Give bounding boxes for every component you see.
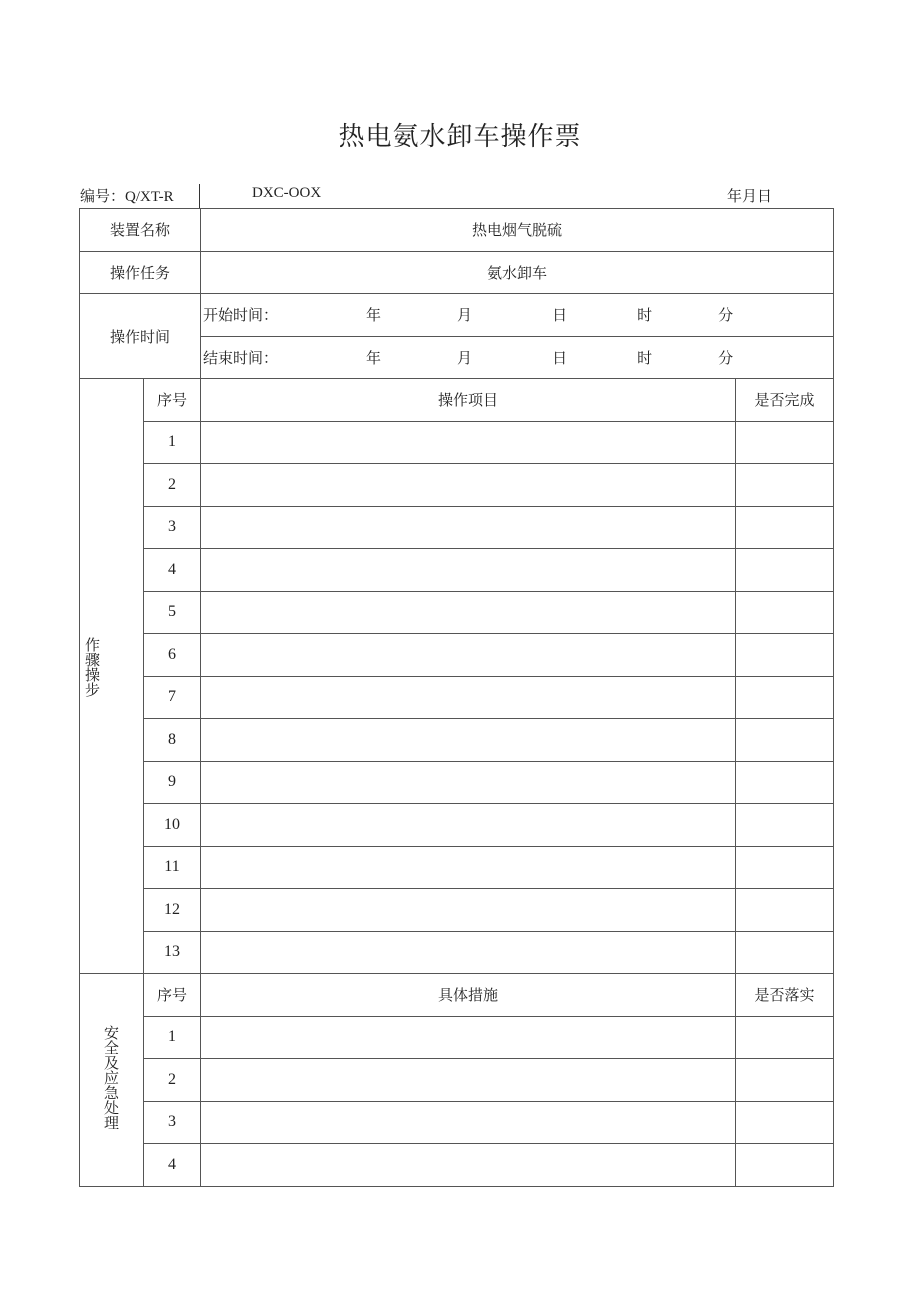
seq-number: 13 xyxy=(144,931,201,974)
time-unit: 时 xyxy=(637,306,653,325)
time-unit: 时 xyxy=(637,348,653,367)
seq-header: 序号 xyxy=(144,379,201,422)
time-unit: 月 xyxy=(457,306,473,325)
check-cell[interactable] xyxy=(736,421,834,464)
end-time-field[interactable] xyxy=(201,336,834,379)
task-row xyxy=(80,251,834,294)
seq-number: 2 xyxy=(144,464,201,507)
seq-number: 4 xyxy=(144,1144,201,1187)
check-cell[interactable] xyxy=(736,761,834,804)
check-cell[interactable] xyxy=(736,889,834,932)
item-cell[interactable] xyxy=(201,719,736,762)
safety-row xyxy=(80,1101,834,1144)
steps-section-label xyxy=(80,379,144,974)
check-cell[interactable] xyxy=(736,931,834,974)
time-unit: 分 xyxy=(718,306,734,325)
item-cell[interactable] xyxy=(201,804,736,847)
safety-header-row xyxy=(80,974,834,1017)
check-cell[interactable] xyxy=(736,464,834,507)
item-cell[interactable] xyxy=(201,1101,736,1144)
doc-code xyxy=(80,185,174,206)
time-unit: 分 xyxy=(718,348,734,367)
check-cell[interactable] xyxy=(736,1059,834,1102)
seq-header: 序号 xyxy=(144,974,201,1017)
code-label: 编号： xyxy=(80,187,126,205)
seq-number: 12 xyxy=(144,889,201,932)
check-cell[interactable] xyxy=(736,634,834,677)
start-label: 开始时间： xyxy=(203,306,279,325)
safety-section-label xyxy=(80,974,144,1187)
item-cell[interactable] xyxy=(201,889,736,932)
steps-row xyxy=(80,591,834,634)
seq-number: 11 xyxy=(144,846,201,889)
steps-row xyxy=(80,421,834,464)
check-cell[interactable] xyxy=(736,549,834,592)
steps-row xyxy=(80,761,834,804)
check-cell[interactable] xyxy=(736,1101,834,1144)
time-unit: 日 xyxy=(552,348,568,367)
done-header: 是否完成 xyxy=(736,379,834,422)
seq-number: 1 xyxy=(144,421,201,464)
steps-row xyxy=(80,846,834,889)
check-cell[interactable] xyxy=(736,676,834,719)
check-cell[interactable] xyxy=(736,591,834,634)
steps-label-text: 作骤操步 xyxy=(83,637,101,697)
item-cell[interactable] xyxy=(201,1144,736,1187)
seq-number: 3 xyxy=(144,506,201,549)
steps-row xyxy=(80,804,834,847)
item-cell[interactable] xyxy=(201,464,736,507)
steps-row xyxy=(80,634,834,677)
divider xyxy=(199,184,200,208)
seq-number: 6 xyxy=(144,634,201,677)
time-unit: 月 xyxy=(457,348,473,367)
item-cell[interactable] xyxy=(201,634,736,677)
start-time-field[interactable] xyxy=(201,294,834,337)
code-value: Q/XT-R xyxy=(125,189,174,205)
seq-number: 2 xyxy=(144,1059,201,1102)
time-unit: 年 xyxy=(366,306,382,325)
safety-row xyxy=(80,1144,834,1187)
steps-row xyxy=(80,889,834,932)
check-cell[interactable] xyxy=(736,846,834,889)
steps-header-row xyxy=(80,379,834,422)
date-field: 年月日 xyxy=(727,187,773,205)
seq-number: 9 xyxy=(144,761,201,804)
safety-row xyxy=(80,1059,834,1102)
task-value[interactable]: 氨水卸车 xyxy=(201,251,834,294)
steps-row xyxy=(80,931,834,974)
item-cell[interactable] xyxy=(201,676,736,719)
measure-header: 具体措施 xyxy=(201,974,736,1017)
seq-number: 5 xyxy=(144,591,201,634)
seq-number: 10 xyxy=(144,804,201,847)
device-label: 装置名称 xyxy=(80,209,201,252)
implemented-header: 是否落实 xyxy=(736,974,834,1017)
end-label: 结束时间： xyxy=(203,348,279,367)
item-cell[interactable] xyxy=(201,506,736,549)
time-unit: 日 xyxy=(552,306,568,325)
item-cell[interactable] xyxy=(201,931,736,974)
task-label: 操作任务 xyxy=(80,251,201,294)
seq-number: 1 xyxy=(144,1016,201,1059)
item-cell[interactable] xyxy=(201,1016,736,1059)
time-units xyxy=(278,306,733,324)
check-cell[interactable] xyxy=(736,719,834,762)
safety-label-text: 安全及应急处理 xyxy=(102,1025,120,1131)
device-row xyxy=(80,209,834,252)
item-cell[interactable] xyxy=(201,591,736,634)
device-value[interactable]: 热电烟气脱硫 xyxy=(201,209,834,252)
seq-number: 3 xyxy=(144,1101,201,1144)
item-cell[interactable] xyxy=(201,761,736,804)
check-cell[interactable] xyxy=(736,506,834,549)
seq-number: 8 xyxy=(144,719,201,762)
time-label: 操作时间 xyxy=(80,294,201,379)
steps-row xyxy=(80,464,834,507)
check-cell[interactable] xyxy=(736,1144,834,1187)
time-units xyxy=(278,349,733,367)
item-cell[interactable] xyxy=(201,846,736,889)
item-header: 操作项目 xyxy=(201,379,736,422)
doc-number: DXC-OOX xyxy=(252,185,322,201)
steps-row xyxy=(80,719,834,762)
page-title: 热电氨水卸车操作票 xyxy=(338,122,582,152)
item-cell[interactable] xyxy=(201,421,736,464)
seq-number: 4 xyxy=(144,549,201,592)
safety-row xyxy=(80,1016,834,1059)
item-cell[interactable] xyxy=(201,1059,736,1102)
check-cell[interactable] xyxy=(736,804,834,847)
steps-row xyxy=(80,676,834,719)
steps-row xyxy=(80,549,834,592)
steps-row xyxy=(80,506,834,549)
item-cell[interactable] xyxy=(201,549,736,592)
time-unit: 年 xyxy=(366,348,382,367)
operation-ticket-table xyxy=(79,208,834,1187)
start-time-row xyxy=(80,294,834,337)
check-cell[interactable] xyxy=(736,1016,834,1059)
seq-number: 7 xyxy=(144,676,201,719)
